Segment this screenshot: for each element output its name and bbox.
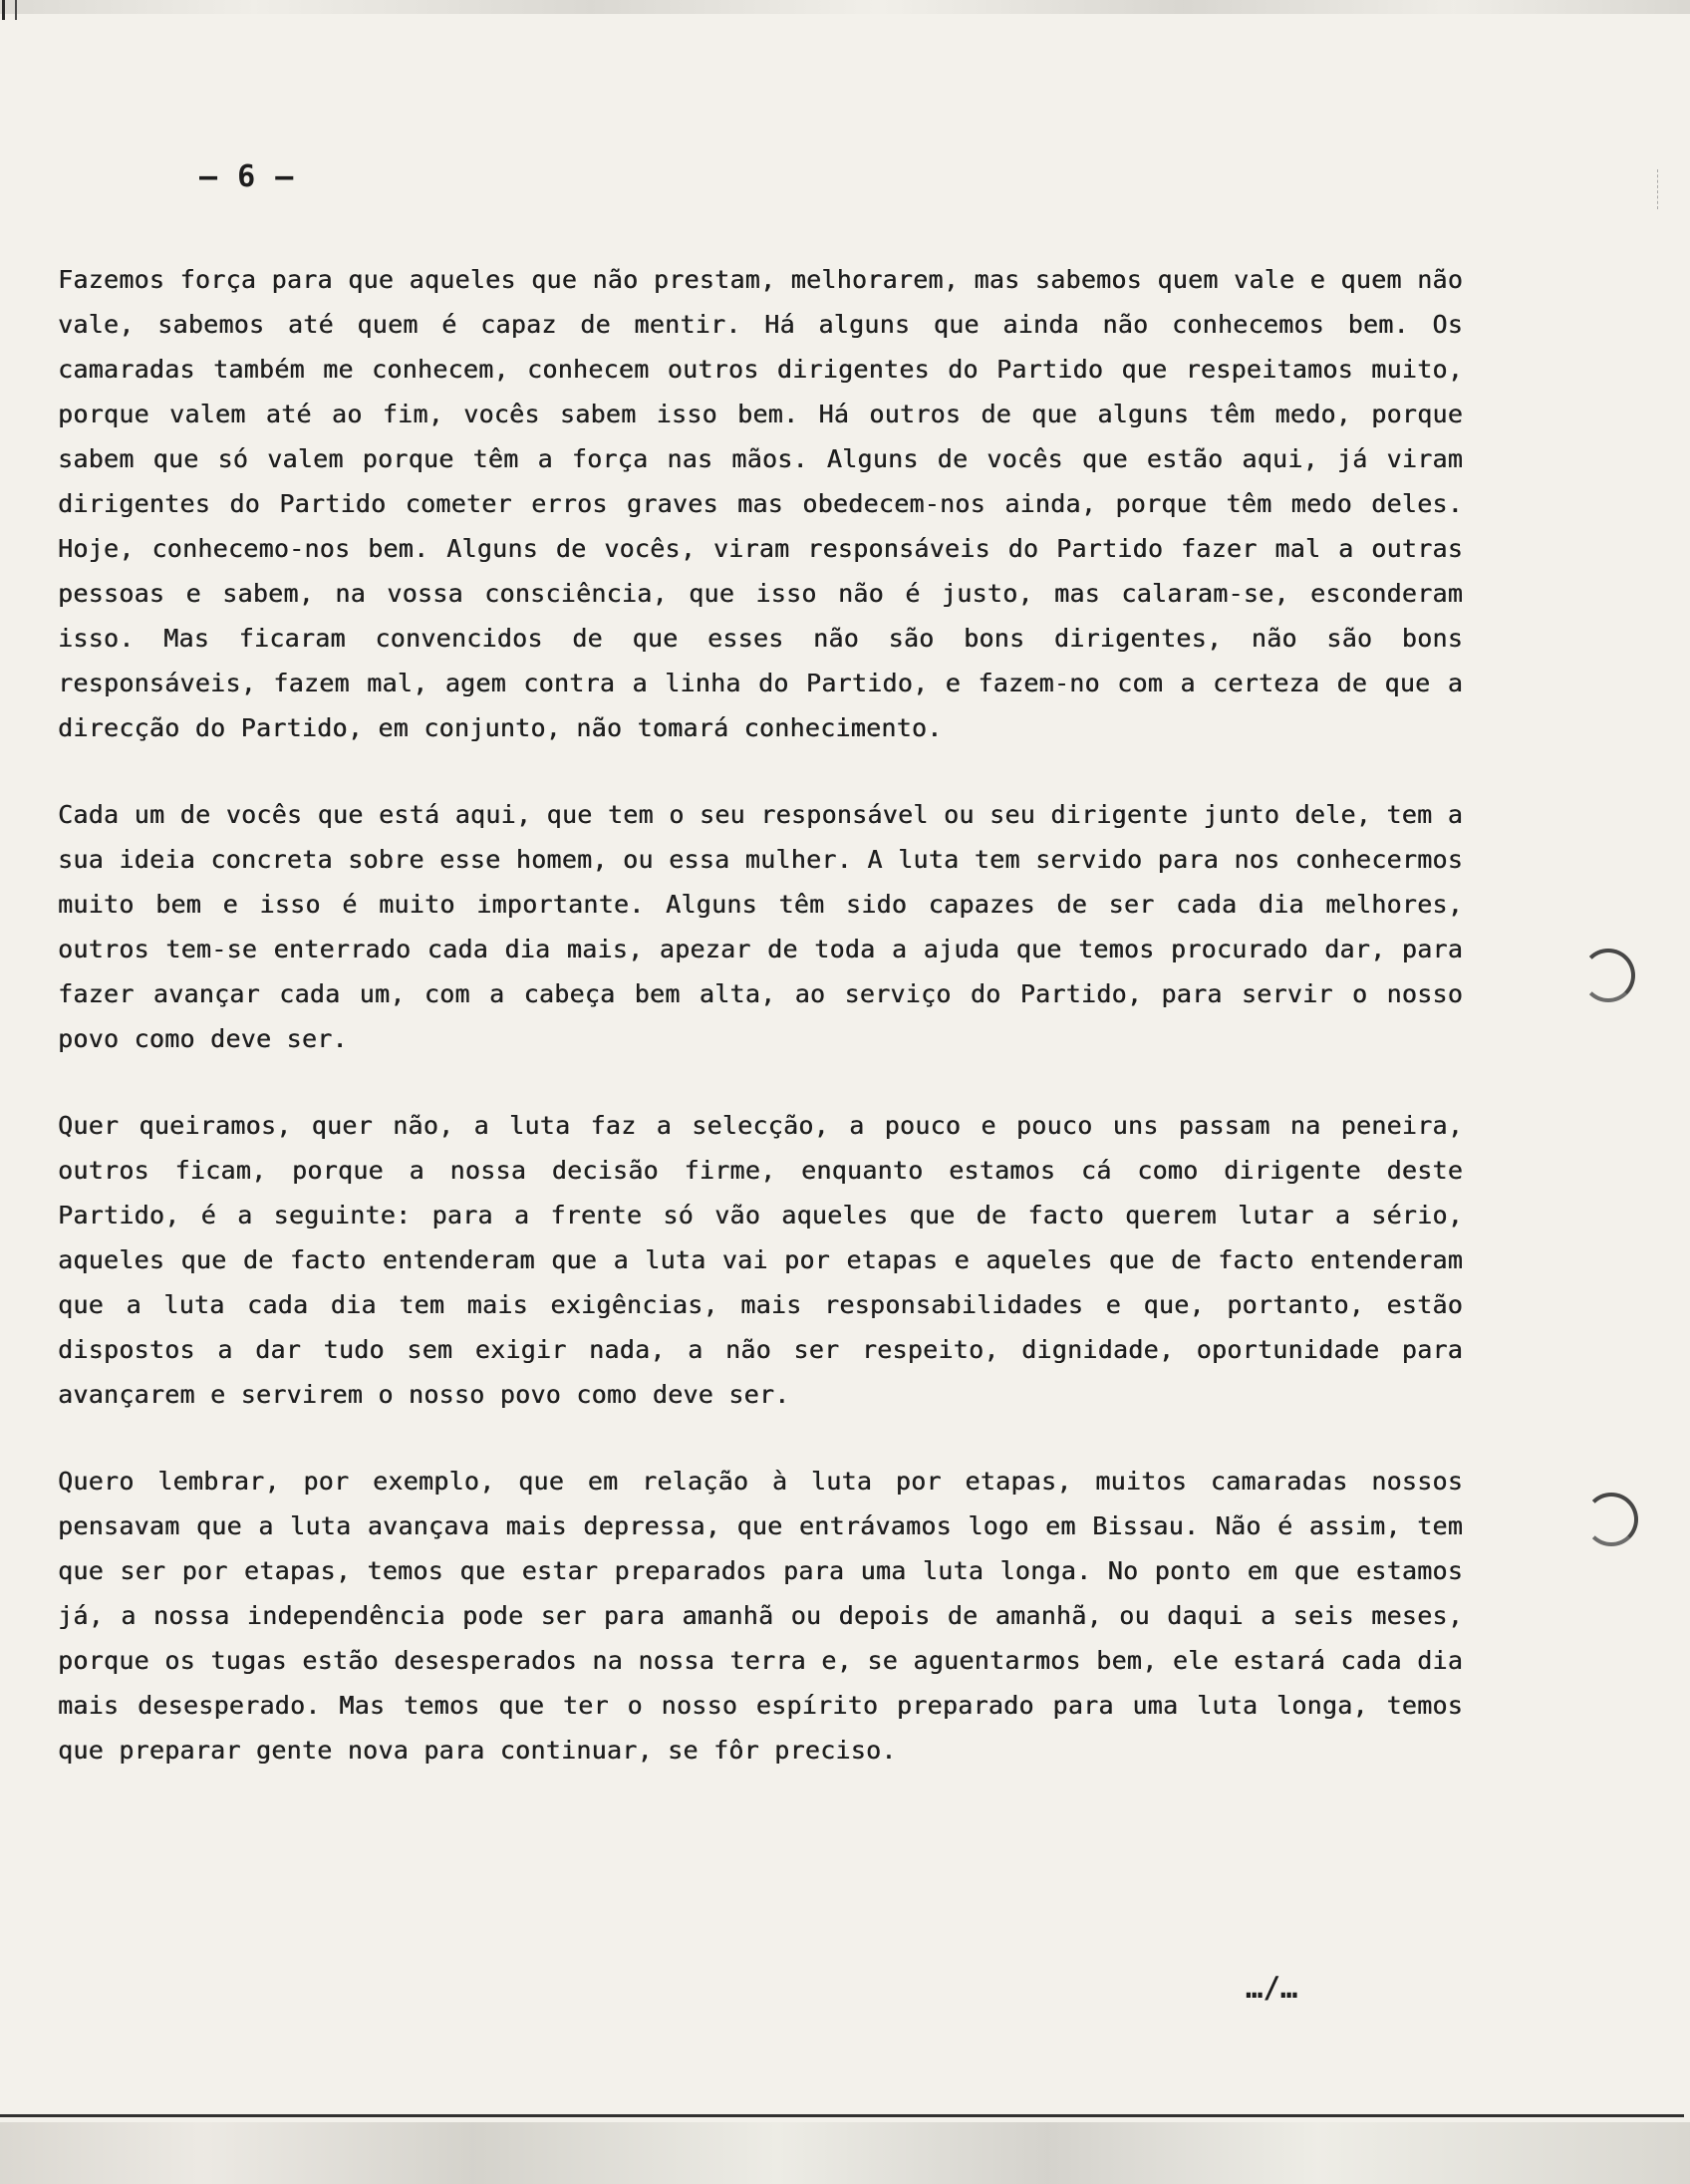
paragraph-2: Cada um de vocês que está aqui, que tem o seu responsável ou seu dirigente junto dele, tem a sua ideia concreta sobre esse homem, ou essa mulher. A luta tem servido para nos conhecermos muito bem e isso é muito importante. Alguns têm sido capazes de ser cada dia melhores, outros tem-se enterrado cada dia mais, apezar de toda a ajuda que temos procurado dar, para fazer avançar cada um, com a cabeça bem alta, ao serviço do Partido, para servir o nosso povo como deve ser. xyxy=(58,800,1463,1053)
paragraph-4: Quero lembrar, por exemplo, que em relação à luta por etapas, muitos camaradas nossos pensavam que a luta avançava mais depressa, que entrávamos logo em Bissau. Não é assim, tem que ser por etapas, temos que estar preparados para uma luta longa. No ponto em que estamos já, a nossa independência pode ser para amanhã ou depois de amanhã, ou daqui a seis meses, porque os tugas estão desesperados na nossa terra e, se aguentarmos bem, ele estará cada dia mais desesperado. Mas temos que ter o nosso espírito preparado para uma luta longa, temos que preparar gente nova para continuar, se fôr preciso. xyxy=(58,1467,1463,1765)
page-number: – 6 – xyxy=(199,159,295,194)
punch-hole-icon xyxy=(1584,1493,1638,1546)
paragraph-3: Quer queiramos, quer não, a luta faz a selecção, a pouco e pouco uns passam na peneira, outros ficam, porque a nossa decisão firme, enquanto estamos cá como dirigente deste Partido, é a seguinte: para a frente só vão aqueles que de facto querem lutar a sério, aqueles que de facto entenderam que a luta vai por etapas e aqueles que de facto entenderam que a luta cada dia tem mais exigências, mais responsabilidades e que, portanto, estão dispostos a dar tudo sem exigir nada, a não ser respeito, dignidade, oportunidade para avançarem e servirem o nosso povo como deve ser. xyxy=(58,1111,1463,1409)
paragraph-1: Fazemos força para que aqueles que não prestam, melhorarem, mas sabemos quem vale e quem não vale, sabemos até quem é capaz de mentir. Há alguns que ainda não conhecemos bem. Os camaradas também me conhecem, conhecem outros dirigentes do Partido que respeitamos muito, porque valem até ao fim, vocês sabem isso bem. Há outros de que alguns têm medo, porque sabem que só valem porque têm a força nas mãos. Alguns de vocês que estão aqui, já viram dirigentes do Partido cometer erros graves mas obedecem-nos ainda, porque têm medo deles. Hoje, conhecemo-nos bem. Alguns de vocês, viram responsáveis do Partido fazer mal a outras pessoas e sabem, na vossa consciência, que isso não é justo, mas calaram-se, esconderam isso. Mas ficaram convencidos de que esses não são bons dirigentes, não são bons responsáveis, fazem mal, agem contra a linha do Partido, e fazem-no com a certeza de que a direcção do Partido, em conjunto, não tomará conhecimento. xyxy=(58,265,1463,742)
bottom-rule xyxy=(0,2114,1684,2117)
binding-mark xyxy=(2,0,17,20)
document-body xyxy=(58,257,1463,1814)
scan-bottom-noise xyxy=(0,2122,1690,2184)
punch-hole-icon xyxy=(1581,949,1635,1002)
scan-edge-marks xyxy=(1657,169,1668,209)
scan-top-noise xyxy=(0,0,1690,14)
continuation-mark: …/… xyxy=(1246,1971,1298,2005)
